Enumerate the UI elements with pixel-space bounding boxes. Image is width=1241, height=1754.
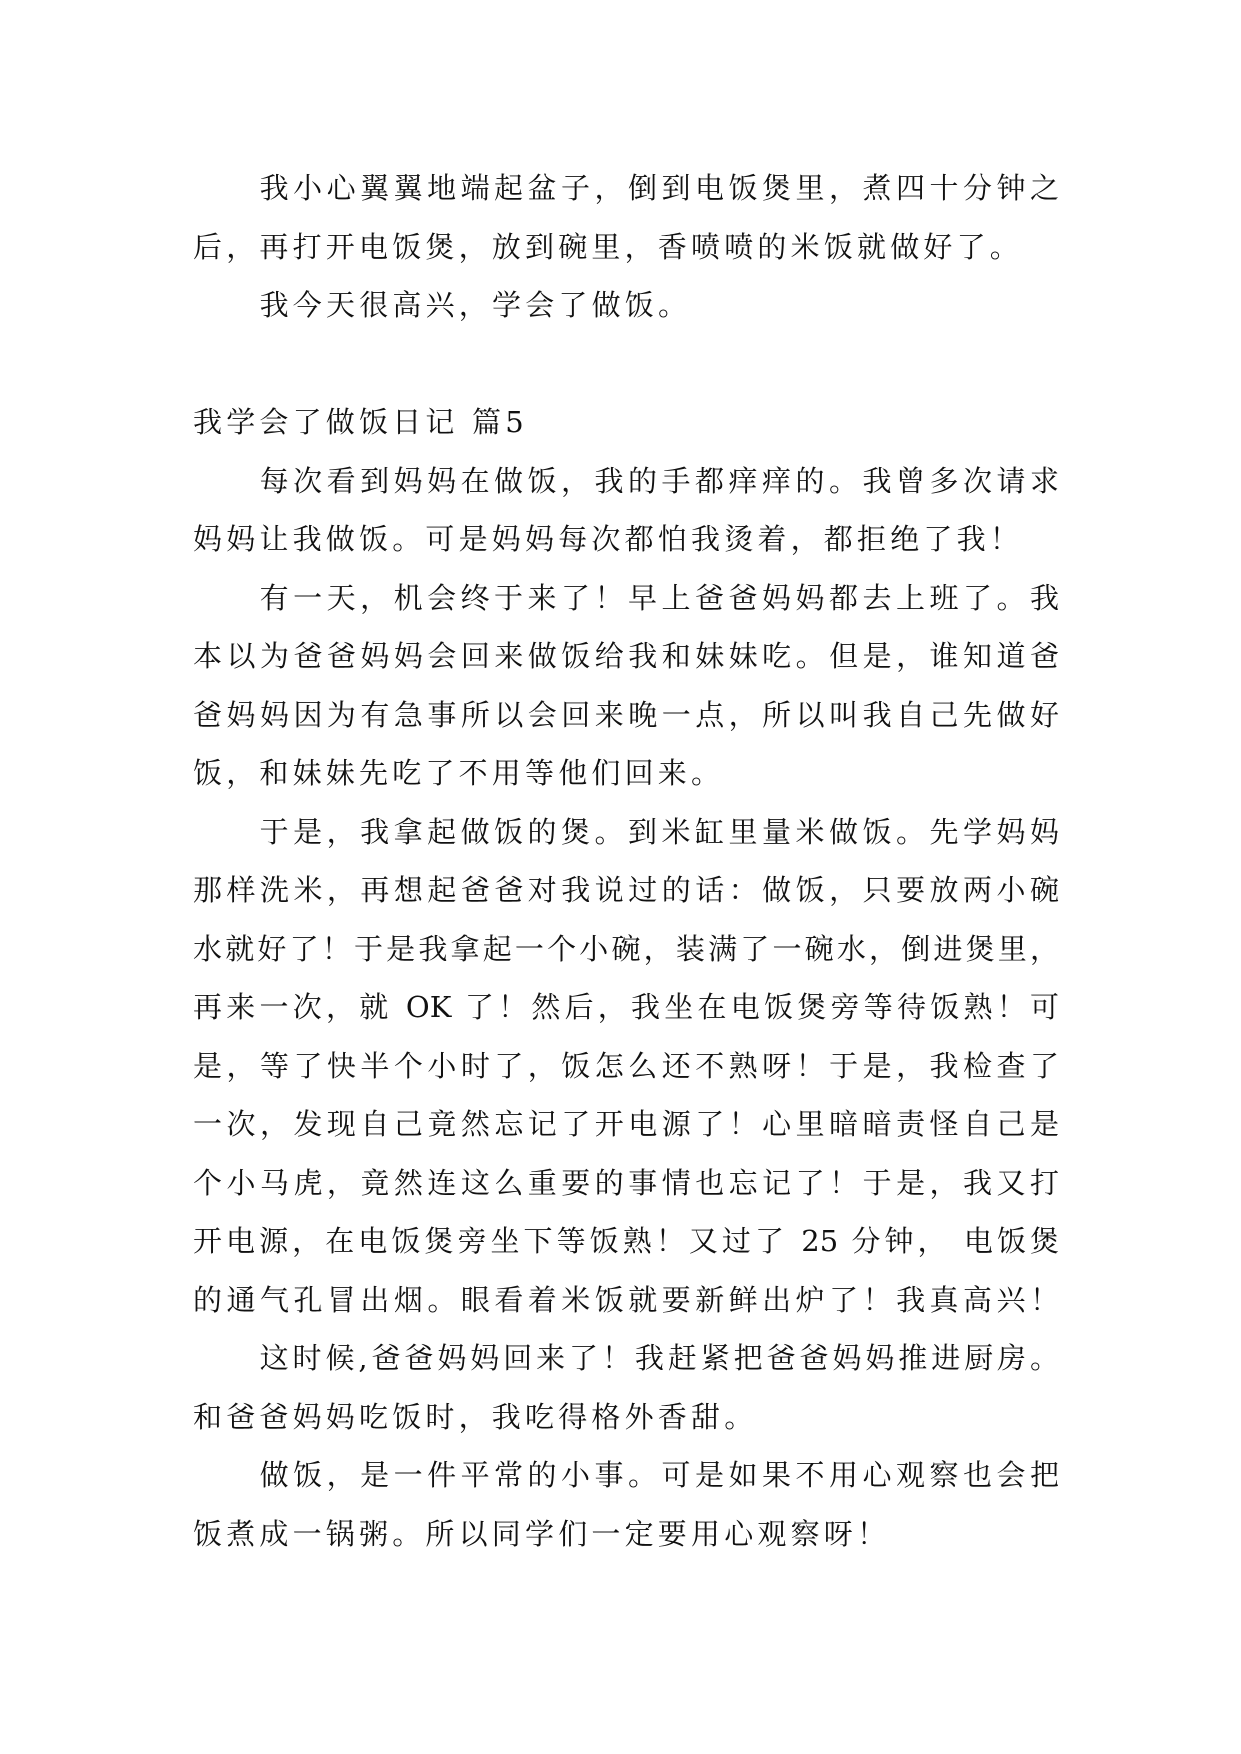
paragraph-line: 开电源，在电饭煲旁坐下等饭熟！又过了 25 分钟， 电饭煲 xyxy=(193,1224,1059,1258)
paragraph-line: 本以为爸爸妈妈会回来做饭给我和妹妹吃。但是，谁知道爸 xyxy=(193,639,1059,673)
document-body xyxy=(193,159,1059,1563)
paragraph-line: 那样洗米，再想起爸爸对我说过的话：做饭，只要放两小碗 xyxy=(193,873,1059,907)
paragraph xyxy=(193,159,1059,276)
paragraph-line: 爸妈妈因为有急事所以会回来晚一点，所以叫我自己先做好 xyxy=(193,697,1059,732)
section-heading: 我学会了做饭日记 篇5 xyxy=(193,405,528,439)
paragraph-line: 这时候,爸爸妈妈回来了！我赶紧把爸爸妈妈推进厨房。 xyxy=(259,1341,1059,1375)
paragraph xyxy=(193,569,1059,803)
paragraph xyxy=(193,803,1059,1330)
paragraph xyxy=(193,276,1059,335)
paragraph-line: 妈妈让我做饭。可是妈妈每次都怕我烫着，都拒绝了我！ xyxy=(193,522,1024,556)
paragraph-line: 饭，和妹妹先吃了不用等他们回来。 xyxy=(193,756,725,790)
paragraph-line: 有一天，机会终于来了！早上爸爸妈妈都去上班了。我 xyxy=(259,580,1059,615)
paragraph-line: 后，再打开电饭煲，放到碗里，香喷喷的米饭就做好了。 xyxy=(193,229,1024,264)
paragraph xyxy=(193,452,1059,569)
paragraph xyxy=(193,1329,1059,1446)
paragraph xyxy=(193,1446,1059,1563)
paragraph-line: 水就好了！于是我拿起一个小碗，装满了一碗水，倒进煲里， xyxy=(193,931,1059,966)
paragraph-line: 的通气孔冒出烟。眼看着米饭就要新鲜出炉了！我真高兴！ xyxy=(193,1282,1059,1317)
paragraph-line: 再来一次，就 OK 了！然后，我坐在电饭煲旁等待饭熟！可 xyxy=(193,990,1059,1024)
paragraph-line: 和爸爸妈妈吃饭时，我吃得格外香甜。 xyxy=(193,1399,758,1434)
paragraph-line: 于是，我拿起做饭的煲。到米缸里量米做饭。先学妈妈 xyxy=(259,814,1059,849)
blank-line xyxy=(193,335,1059,394)
paragraph-line: 我今天很高兴，学会了做饭。 xyxy=(259,288,692,322)
paragraph-line: 我小心翼翼地端起盆子，倒到电饭煲里，煮四十分钟之 xyxy=(259,171,1059,205)
paragraph-line: 是，等了快半个小时了，饭怎么还不熟呀！于是，我检查了 xyxy=(193,1048,1059,1083)
paragraph-line: 一次，发现自己竟然忘记了开电源了！心里暗暗责怪自己是 xyxy=(193,1107,1059,1141)
paragraph-line: 做饭，是一件平常的小事。可是如果不用心观察也会把 xyxy=(259,1458,1059,1492)
paragraph-line: 饭煮成一锅粥。所以同学们一定要用心观察呀！ xyxy=(193,1516,891,1551)
paragraph-line: 个小马虎，竟然连这么重要的事情也忘记了！于是，我又打 xyxy=(193,1165,1059,1200)
paragraph-line: 每次看到妈妈在做饭，我的手都痒痒的。我曾多次请求 xyxy=(259,463,1059,498)
